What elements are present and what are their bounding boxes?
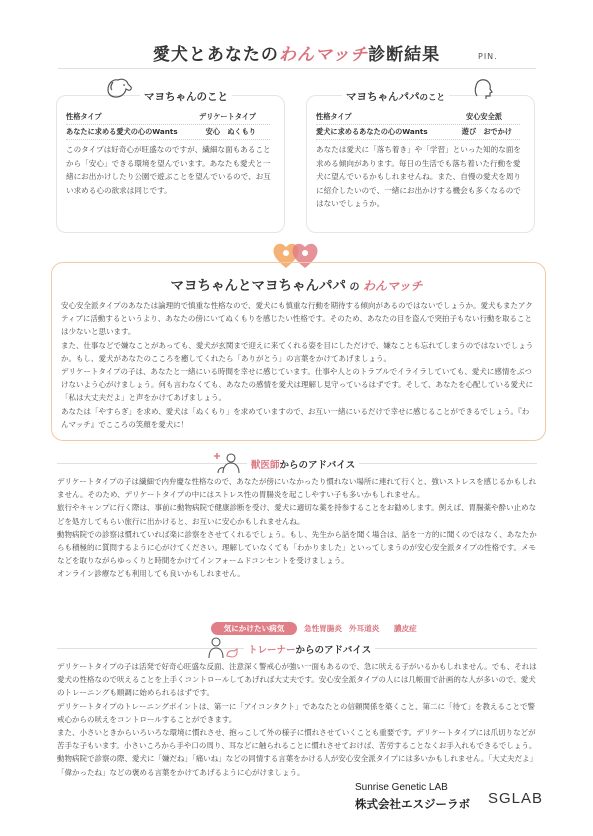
table-label: 愛犬に求めるあなたの心のWants: [316, 127, 428, 136]
trainer-suffix: からのアドバイス: [295, 645, 372, 656]
table-value: 安心安全派: [466, 112, 502, 121]
vet-paragraph: デリケートタイプの子は繊細で内弁慶な性格なので、あなたが傍にいなかったり慣れない場所に連れて行くと、強いストレスを感じるかもしれません。そのため、デリケートタイプの中にはストレス性の胃腸炎を起こしやすい子も多いかもしれません。: [57, 477, 537, 500]
match-paragraph: あなたは「やすらぎ」を求め、愛犬は「ぬくもり」を求めていますので、お互い一緒にいるだけで幸せに感じることができるでしょう。『わんマッチ』でこころの笑顔を愛犬に！: [61, 406, 530, 429]
match-text: [61, 299, 535, 431]
table-label: 性格タイプ: [66, 112, 102, 121]
vet-icon: [213, 451, 243, 475]
match-title: [0, 274, 593, 294]
table-label: 性格タイプ: [316, 112, 352, 121]
owner-name: マヨちゃんパパ: [346, 91, 420, 103]
page-title: [0, 40, 593, 65]
vet-heading: [247, 457, 359, 471]
dog-icon: [104, 76, 134, 102]
disease-item: 膿皮症: [394, 624, 417, 633]
title-brand: わんマッチ: [278, 45, 369, 65]
table-value: デリケートタイプ: [199, 112, 256, 121]
header-divider: [58, 68, 536, 69]
table-label: あなたに求める愛犬の心のWants: [66, 127, 178, 136]
owner-suffix: のこと: [419, 93, 446, 103]
trainer-paragraph: デリケートタイプの子は活発で好奇心旺盛な反面、注意深く警戒心が強い一面もあるので、急に吠える子がいるかもしれません。でも、それは愛犬の性格なので吠えることを上手くコントロールしてあげれば大丈夫です。安心安全派タイプの人には几帳面で計画的な人が多いので、愛犬のトレーニングも順調に始められるはずです。: [57, 662, 537, 698]
disease-item: 外耳道炎: [349, 624, 380, 633]
table-row: [316, 110, 520, 125]
match-title-names: マヨちゃんとマヨちゃんパパ: [170, 278, 346, 294]
title-suffix: 診断結果: [368, 45, 441, 65]
trainer-icon: [206, 636, 240, 660]
owner-card-title: [342, 89, 449, 104]
trainer-role: トレーナー: [248, 645, 296, 656]
owner-table: [316, 110, 520, 140]
vet-paragraph: 旅行やキャンプに行く際は、事前に動物病院で健康診断を受け、愛犬に適切な薬を持参することをお勧めします。例えば、胃腸薬や酔い止めなどを処方してもらい旅行に出かけると、お互いに安心かもしれませんね。: [57, 503, 537, 526]
dog-card-text: このタイプは好奇心が旺盛なのですが、繊細な面もあることから「安心」できる環境を望んでいます。あなたも愛犬と一緒にお出かけしたり公園で遊ぶことを望んでいるので、お互い求める心の欲求は同じです。: [66, 145, 271, 195]
match-paragraph: 安心安全派タイプのあなたは論理的で慎重な性格なので、愛犬にも慎重な行動を期待する傾向があるのではないでしょうか。愛犬もまたアクティブに活動するというより、あなたの傍にいてぬくもりを感じたい性格です。そのため、あなたの目を盗んで突拍子もない行動を取ることは少ないと思います。: [61, 301, 533, 337]
pin-label: PIN.: [478, 52, 498, 61]
company-name-en: Sunrise Genetic LAB: [355, 782, 448, 793]
owner-card-text: あなたは愛犬に「落ち着き」や「学習」といった知的な面を求める傾向があります。毎日の生活でも落ち着いた行動を愛犬に望んでいるかもしれませんね。また、自慢の愛犬を周りに紹介したいので、一緒にお出かけする機会も多くなるのではないでしょうか。: [316, 145, 522, 208]
company-name-jp: 株式会社エスジーラボ: [355, 797, 470, 811]
table-row: [316, 125, 520, 140]
match-paragraph: また、仕事などで嫌なことがあっても、愛犬が玄関まで迎えに来てくれる姿を目にしただけで、嫌なことも忘れてしまうのではないでしょうか。もし、愛犬があなたのこころを癒してくれたら「ありがとう」の言葉をかけてあげましょう。: [61, 340, 534, 363]
vet-paragraph: オンライン診療なども利用しても良いかもしれません。: [57, 569, 245, 579]
vet-text: [57, 475, 540, 581]
table-row: [66, 125, 270, 140]
match-title-no: の: [349, 282, 360, 293]
vet-paragraph: 動物病院での診察は慣れていれば楽に診察をさせてくれるでしょう。もし、先生から話を聞く場合は、話を一方的に聞くのではなく、あなたからも積極的に質問するように心がけてください。理解していなくても「わかりました」といってしまうのが安心安全派タイプの性格です。メモなどを取りながらゆっくりと時間をかけてインフォームドコンセントを受けましょう。: [57, 529, 537, 566]
person-icon: [470, 76, 496, 102]
dog-table: [66, 110, 270, 140]
trainer-paragraph: デリケートタイプのトレーニングポイントは、第一に「アイコンタクト」であなたとの信頼関係を築くこと、第二に「待て」を教えることで警戒心からの吠えをコントロールすることができます。: [57, 701, 536, 724]
table-value: 遊び おでかけ: [461, 127, 512, 136]
match-title-brand: わんマッチ: [362, 279, 423, 293]
concern-label: 気にかけたい病気: [211, 622, 297, 635]
table-row: [66, 110, 270, 125]
vet-role: 獣医師: [251, 460, 280, 471]
trainer-heading: [244, 642, 375, 656]
sglab-logo: SGLAB: [488, 790, 544, 807]
disease-item: 急性胃腸炎: [304, 624, 342, 633]
title-prefix: 愛犬とあなたの: [152, 45, 279, 65]
table-value: 安心 ぬくもり: [205, 127, 256, 136]
vet-suffix: からのアドバイス: [279, 460, 356, 471]
trainer-paragraph: また、小さいときからいろいろな環境に慣れさせ、抱っこして外の様子に慣れさせていくことも重要です。デリケートタイプには爪切りなどが苦手な子もいます。小さいころから手や口の周り、耳などに触られることに慣れさせておけば、苦労することなくお手入れもできるでしょう。動物病院で診察の際、愛犬に「嫌だね」「痛いね」などの同情する言葉をかける人が安心安全派タイプには多いかもしれません。「大丈夫だよ」「偉かったね」などの褒める言葉をかけてあげるように心がけましょう。: [57, 728, 538, 777]
match-paragraph: デリケートタイプの子は、あなたと一緒にいる時間を幸せに感じています。仕事や人とのトラブルでイライラしていても、愛犬に感情をぶつけないよう心がけましょう。何も言わなくても、あなたの感情を愛犬は理解し見守っているはずです。そして、あなたを心配している愛犬に「私は大丈夫だよ」と声をかけてあげましょう。: [61, 367, 533, 403]
dog-card-title: マヨちゃんのこと: [140, 89, 232, 104]
trainer-text: [57, 660, 540, 779]
